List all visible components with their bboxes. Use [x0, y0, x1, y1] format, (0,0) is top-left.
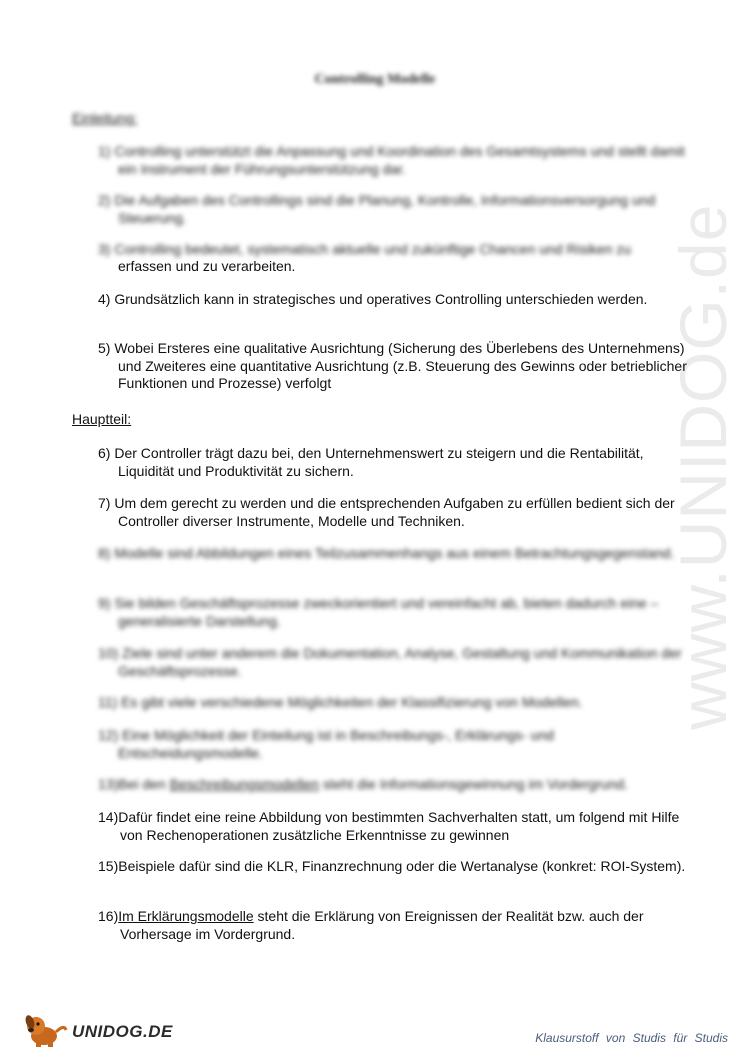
list-item: 8) Modelle sind Abbildungen eines Teilzusammenhangs aus einem Betrachtungsgegenstand.: [98, 545, 675, 561]
section-heading-einleitung: Einleitung:: [72, 110, 138, 126]
footer-tagline: Klausurstoff von Studis für Studis: [535, 1031, 728, 1045]
list-item: 5) Wobei Ersteres eine qualitative Ausrichtung (Sicherung des Überlebens des Unternehmens) und Zweiteres eine quantitative Ausrichtung (z.B. Steuerung des Gewinns oder betrieblicher Funktionen und Prozesse) verfolgt: [98, 340, 687, 391]
list-item: 15)Beispiele dafür sind die KLR, Finanzrechnung oder die Wertanalyse (konkret: ROI-System).: [98, 858, 686, 874]
list-item: 12) Eine Möglichkeit der Einteilung ist in Beschreibungs-, Erklärungs- und Entscheidungsmodelle.: [98, 727, 555, 761]
list-item: 1) Controlling unterstützt die Anpassung und Koordination des Gesamtsystems und stellt damit ein Instrument der Führungsunterstützung dar.: [98, 143, 685, 177]
list-item: 10) Ziele sind unter anderem die Dokumentation, Analyse, Gestaltung und Kommunikation der Geschäftsprozesse.: [98, 645, 682, 679]
section-heading-hauptteil: Hauptteil:: [72, 411, 132, 427]
unidog-logo: [22, 1012, 173, 1048]
list-item: 14)Dafür findet eine reine Abbildung von bestimmten Sachverhalten statt, um folgend mit Hilfe von Rechenoperationen zusätzliche Erkenntnisse zu gewinnen: [98, 809, 680, 843]
dog-icon: [22, 1012, 70, 1048]
list-item-continuation: erfassen und zu verarbeiten.: [118, 258, 296, 274]
list-item: 9) Sie bilden Geschäftsprozesse zweckorientiert und vereinfacht ab, bieten dadurch eine – generalisierte Darstellung.: [98, 595, 659, 629]
list-item: 16)Im Erklärungsmodelle steht die Erklärung von Ereignissen der Realität bzw. auch der Vorhersage im Vordergrund.: [98, 908, 644, 942]
list-item: 7) Um dem gerecht zu werden und die entsprechenden Aufgaben zu erfüllen bedient sich der Controller diverser Instrumente, Modelle und Techniken.: [98, 495, 675, 529]
logo-text: UNIDOG.DE: [72, 1022, 173, 1041]
list-item: 3) Controlling bedeutet, systematisch aktuelle und zukünftige Chancen und Risiken zu: [98, 241, 632, 257]
list-item: 11) Es gibt viele verschiedene Möglichkeiten der Klassifizierung von Modellen.: [98, 694, 583, 710]
list-item: 6) Der Controller trägt dazu bei, den Unternehmenswert zu steigern und die Rentabilität, Liquidität und Produktivität zu sichern.: [98, 445, 644, 479]
document-title: Controlling Modelle: [314, 72, 436, 87]
list-item: 13)Bei den Beschreibungsmodellen steht die Informationsgewinnung im Vordergrund.: [98, 776, 629, 792]
list-item: 4) Grundsätzlich kann in strategisches und operatives Controlling unterschieden werden.: [98, 291, 648, 307]
list-item: 2) Die Aufgaben des Controllings sind die Planung, Kontrolle, Informationsversorgung und Steuerung.: [98, 192, 656, 226]
